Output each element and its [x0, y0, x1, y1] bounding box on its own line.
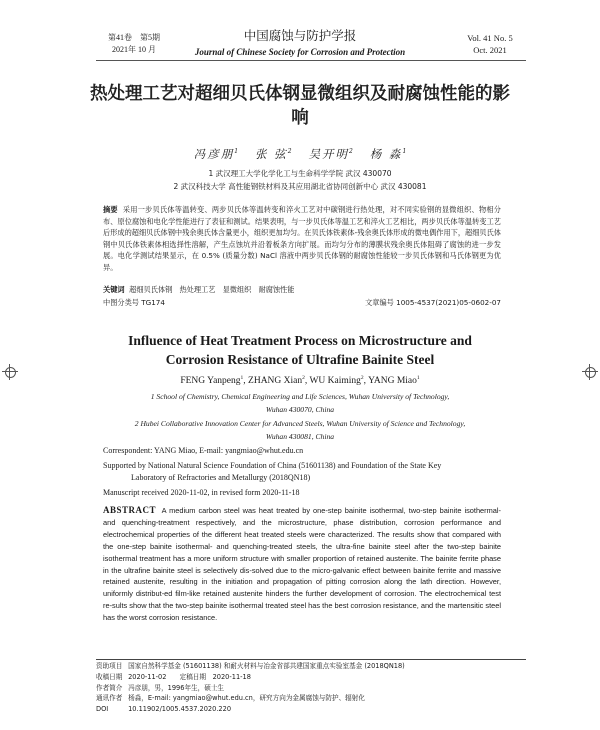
- date-cn: 2021年 10 月: [112, 45, 156, 54]
- footnote-funding: 资助项目 国家自然科学基金 (51601138) 和耐火材料与冶金省部共建国家重点实验室基金 (2018QN18): [96, 662, 405, 670]
- doc-code-value: 1005-4537(2021)05-0602-07: [396, 298, 501, 307]
- abstract-cn-text: 采用一步贝氏体等温转变、两步贝氏体等温转变和淬火工艺对中碳钢进行热处理，对不同实验钢的显微组织、物相分布、原位腐蚀和电化学性能进行了表征和测试。结果表明，与一步贝氏体等温工艺和淬火工艺相比，两步贝氏体等温转变工艺后形成的超细贝氏体钢中残余奥氏体含量更小，组织更加均匀。在贝氏体铁素体-残余奥氏体形成的微电偶作用下，超细贝氏体钢中贝氏体铁素体相选择性溶解，产生点蚀坑并沿着板条方向扩展。而均匀分布的薄膜状残余奥氏体阻碍了腐蚀的进一步发展。电化学测试结果显示，在 0.5% (质量分数) NaCl 溶液中两步贝氏体钢的耐腐蚀性能较一步贝氏体钢和马氏体钢更为优异。: [103, 205, 501, 272]
- support-line-2: Laboratory of Refractories and Metallurgy (2018QN18): [131, 473, 311, 482]
- title-en: Influence of Heat Treatment Process on Microstructure and Corrosion Resistance of Ultrafine Bainite Steel: [128, 333, 472, 367]
- journal-name-cn: 中国腐蚀与防护学报: [243, 28, 357, 43]
- doc-code: [365, 297, 501, 308]
- abstract-en-text: A medium carbon steel was heat treated by one-step bainite isothermal, two-step bainite isothermal- and quenching-treatment respectively, and the microstructure, phase distribution, corrosion performance and electrochemical properties of the different heat treated steels were characterized. The results show that compared with the one-step bainite isothermal- and quenching-treated steels, the ultra-fine bainite steel after the two-step bainite isothermal treatment has a more uniform structure with smaller proportion of retained austenite. The bainite ferrite phase in the ultrafine bainite steel is selectively dis-solved due to the micro-galvanic effect between bainite ferrite and massive retained austenite, resulting in the initiation and propagation of pitting corrosion along the lath direction. However, uniformly distribut-ed film-like retained austenite hinders the further development of corrosion. The electrochemical test re-sults show that the two-step bainite isothermal treated steel has the best corrosion resistance, and the martensitic steel has the worst corrosion resistance.: [103, 506, 502, 623]
- footnote-rule: [96, 659, 526, 660]
- keywords-cn-text: 超细贝氏体钢 热处理工艺 显微组织 耐腐蚀性能: [129, 285, 295, 294]
- manuscript-dates: Manuscript received 2020-11-02, in revised form 2020-11-18: [103, 488, 300, 497]
- classification-row: [103, 297, 501, 308]
- abstract-cn-label: 摘要: [103, 205, 118, 214]
- authors-en: [100, 375, 500, 386]
- authors-cn: [150, 146, 450, 162]
- keywords-cn-label: 关键词: [103, 285, 125, 294]
- journal-name: [180, 28, 420, 58]
- author-en: WU Kaiming$^2$,: [309, 375, 369, 387]
- affiliation-en-1a: 1 School of Chemistry, Chemical Engineering and Life Sciences, Wuhan University of Technology,: [150, 392, 450, 401]
- abstract-cn: [103, 204, 501, 274]
- journal-name-en: Journal of Chinese Society for Corrosion and Protection: [194, 47, 406, 57]
- footnote-correspondent: 通讯作者 杨淼，E-mail: yangmiao@whut.edu.cn，研究方向为金属腐蚀与防护、辐射化: [96, 694, 365, 703]
- affiliation-en-2b: Wuhan 430081, China: [265, 432, 335, 441]
- crop-mark-left-icon: [2, 364, 18, 380]
- affiliation-cn-2: 2 武汉科技大学 高性能钢铁材料及其应用湖北省协同创新中心 武汉 430081: [173, 182, 427, 191]
- issue-info-en: [455, 32, 525, 56]
- issue-info-cn: [96, 32, 172, 56]
- abstract-en-label: ABSTRACT: [103, 505, 157, 515]
- footnote-dates: 收稿日期 2020-11-02 定稿日期 2020-11-18: [96, 672, 251, 681]
- date-en: Oct. 2021: [473, 45, 507, 55]
- clc-value: TG174: [141, 298, 165, 307]
- author-cn: 杨 淼$^1$: [369, 147, 407, 161]
- footnotes: [96, 661, 526, 715]
- correspondent: Correspondent: YANG Miao, E-mail: yangmiao@whut.edu.cn: [103, 446, 304, 455]
- volume-en: Vol. 41 No. 5: [467, 33, 513, 43]
- affiliation-en-2a: 2 Hubei Collaborative Innovation Center for Advanced Steels, Wuhan University of Science and Technology,: [134, 419, 466, 428]
- author-cn: 冯彦朋$^1$: [193, 147, 239, 161]
- crop-mark-right-icon: [582, 364, 598, 380]
- author-cn: 张 弦$^2$: [255, 147, 292, 161]
- volume-cn: 第41卷 第5期: [108, 33, 160, 42]
- footnote-author-bio: 作者简介 冯彦朋，男，1996年生，硕士生: [96, 683, 225, 692]
- author-en: ZHANG Xian$^2$,: [248, 375, 310, 387]
- author-en: FENG Yanpeng$^1$,: [180, 375, 249, 387]
- affiliation-en-1b: Wuhan 430070, China: [265, 405, 335, 414]
- clc-label: 中图分类号: [103, 298, 139, 307]
- doc-code-label: 文章编号: [365, 298, 394, 307]
- header-rule: [96, 60, 526, 61]
- author-cn: 吴开明$^2$: [308, 147, 353, 161]
- keywords-cn: [103, 284, 501, 295]
- abstract-en: [103, 505, 501, 624]
- footnote-doi: DOI 10.11902/1005.4537.2020.220: [96, 705, 232, 714]
- support-line-1: Supported by National Natural Science Foundation of China (51601138) and Foundation of the State Key: [103, 461, 442, 470]
- title-cn: 热处理工艺对超细贝氏体钢显微组织及耐腐蚀性能的影响: [90, 84, 510, 128]
- affiliation-cn-1: 1 武汉理工大学化学化工与生命科学学院 武汉 430070: [208, 169, 392, 178]
- author-en: YANG Miao$^1$: [368, 375, 420, 387]
